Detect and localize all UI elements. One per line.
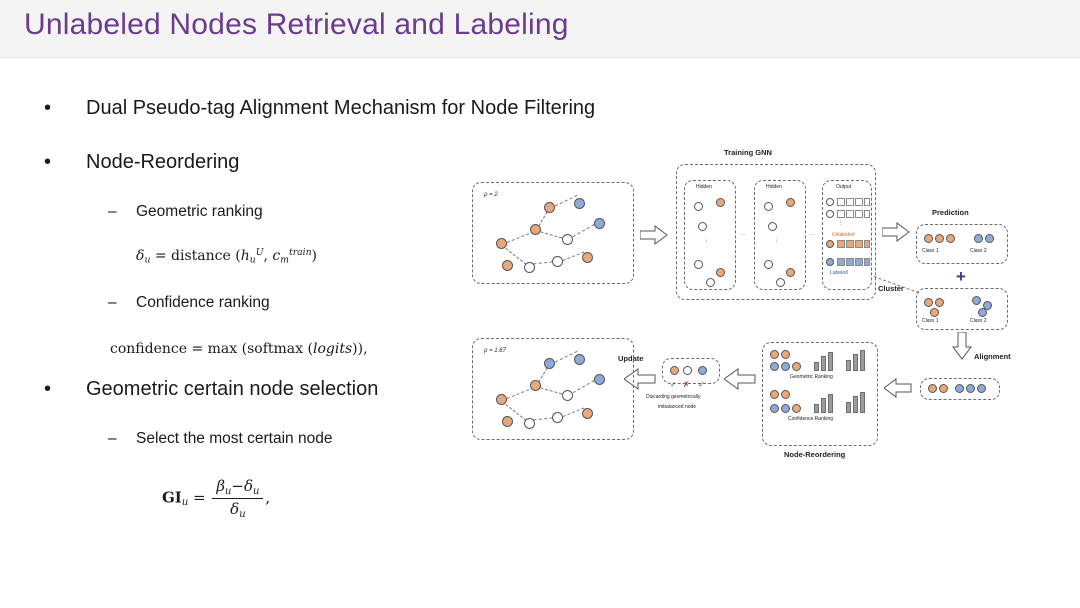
rank-bar bbox=[860, 392, 865, 413]
sub-bullet-text: Confidence ranking bbox=[136, 294, 270, 311]
figure-label-rho-top: ρ = 2 bbox=[484, 192, 498, 198]
bullet-marker: • bbox=[44, 151, 52, 173]
sub-bullet-confidence-ranking bbox=[108, 294, 270, 312]
figure-label-prediction-class-2: Class 2 bbox=[970, 248, 987, 254]
gnn-node bbox=[716, 268, 725, 277]
figure-label-labeled: Labeled bbox=[830, 270, 848, 276]
bullet-marker: • bbox=[44, 378, 52, 400]
rank-bar bbox=[821, 356, 826, 371]
output-cell bbox=[864, 258, 870, 266]
figure-label-confidence-ranking: Confidence Ranking bbox=[788, 416, 834, 422]
formula-equals: = bbox=[154, 248, 167, 265]
output-node bbox=[826, 258, 834, 266]
gnn-node bbox=[706, 278, 715, 287]
bullet-text: Dual Pseudo-tag Alignment Mechanism for Node Filtering bbox=[86, 97, 596, 119]
aligned-node bbox=[955, 384, 964, 393]
bullet-item-1 bbox=[44, 97, 596, 120]
bullet-text: Node-Reordering bbox=[86, 151, 240, 173]
output-cell bbox=[837, 210, 845, 218]
check-icon: ✓ bbox=[698, 380, 705, 389]
graph-node bbox=[594, 374, 605, 385]
reorder-node bbox=[792, 362, 801, 371]
output-cell bbox=[846, 240, 854, 248]
discard-node bbox=[698, 366, 707, 375]
discard-node bbox=[683, 366, 692, 375]
output-cell bbox=[855, 210, 863, 218]
rank-bar bbox=[821, 398, 826, 413]
figure-label-unlabeled: Unlabeled bbox=[832, 232, 855, 238]
figure-label-discarding-line-1: Discarding geometrically bbox=[646, 394, 701, 400]
graph-node bbox=[574, 198, 585, 209]
reorder-node bbox=[781, 390, 790, 399]
figure-label-output: Output bbox=[836, 184, 852, 190]
gnn-node bbox=[694, 202, 703, 211]
hidden-layer-2-box bbox=[754, 180, 806, 290]
graph-node bbox=[502, 416, 513, 427]
formula-function: distance bbox=[171, 248, 231, 265]
gnn-node bbox=[764, 260, 773, 269]
output-cell bbox=[837, 240, 845, 248]
figure-label-training-gnn: Training GNN bbox=[724, 148, 772, 157]
sub-bullet-text: Geometric ranking bbox=[136, 203, 263, 220]
formula-logits: logits bbox=[312, 341, 353, 357]
reorder-node bbox=[770, 404, 779, 413]
graph-node bbox=[562, 390, 573, 401]
rank-bar bbox=[828, 394, 833, 413]
graph-node bbox=[530, 380, 541, 391]
output-cell bbox=[846, 258, 854, 266]
graph-node bbox=[582, 252, 593, 263]
formula-arg1-sup: U bbox=[255, 247, 264, 258]
output-node bbox=[826, 198, 834, 206]
arrow-right-svg bbox=[882, 222, 910, 242]
figure-label-node-reordering: Node-Reordering bbox=[784, 450, 846, 459]
ellipsis-vertical-icon: ⋮ bbox=[774, 238, 779, 244]
graph-node bbox=[552, 256, 563, 267]
num-beta-sub: u bbox=[225, 485, 232, 497]
output-cell bbox=[855, 198, 863, 206]
sub-bullet-marker: – bbox=[108, 203, 117, 220]
graph-node bbox=[524, 262, 535, 273]
graph-node bbox=[594, 218, 605, 229]
graph-node bbox=[582, 408, 593, 419]
arrow-right-icon bbox=[640, 225, 668, 249]
num-minus: − bbox=[231, 477, 244, 495]
arrow-right-svg bbox=[640, 225, 668, 245]
num-beta: β bbox=[216, 477, 226, 495]
gnn-node bbox=[768, 222, 777, 231]
reorder-node bbox=[781, 404, 790, 413]
figure-label-cluster-class-1: Class 1 bbox=[922, 318, 939, 324]
gnn-node bbox=[786, 198, 795, 207]
graph-node bbox=[524, 418, 535, 429]
figure-label-cluster-class-2: Class 2 bbox=[970, 318, 987, 324]
sub-bullet-geometric-ranking bbox=[108, 203, 263, 221]
reorder-node bbox=[792, 404, 801, 413]
sub-bullet-marker: – bbox=[108, 294, 117, 311]
sub-bullet-marker: – bbox=[108, 430, 117, 447]
formula-arg1-base: h bbox=[240, 248, 250, 265]
formula-gi bbox=[162, 477, 270, 520]
formula-arg2-base: c bbox=[272, 248, 281, 265]
aligned-node bbox=[939, 384, 948, 393]
output-cell bbox=[855, 258, 863, 266]
formula-equals: = bbox=[191, 341, 204, 357]
rank-bar bbox=[853, 354, 858, 371]
prediction-node bbox=[985, 234, 994, 243]
rank-bar bbox=[860, 350, 865, 371]
reorder-node bbox=[781, 362, 790, 371]
formula-lhs-sub: u bbox=[181, 497, 189, 509]
rank-bar bbox=[853, 396, 858, 413]
fraction-numerator bbox=[212, 477, 263, 499]
rank-bar bbox=[828, 352, 833, 371]
figure-label-cluster: Cluster bbox=[878, 284, 904, 293]
sub-bullet-text: Select the most certain node bbox=[136, 430, 333, 447]
num-delta-sub: u bbox=[253, 485, 260, 497]
formula-trailing: , bbox=[363, 341, 368, 357]
gnn-node bbox=[716, 198, 725, 207]
plus-icon: + bbox=[956, 267, 966, 286]
formula-max: max bbox=[207, 341, 238, 357]
arrow-left-icon bbox=[724, 368, 756, 394]
graph-node bbox=[544, 202, 555, 213]
output-cell bbox=[864, 198, 870, 206]
hidden-layer-1-box bbox=[684, 180, 736, 290]
formula-trailing: , bbox=[265, 488, 271, 507]
bullet-item-3 bbox=[44, 378, 379, 401]
den-delta-sub: u bbox=[239, 508, 246, 520]
formula-lhs: GI bbox=[162, 488, 182, 507]
output-cell bbox=[846, 198, 854, 206]
formula-arg1-sub: u bbox=[249, 254, 256, 266]
figure-label-alignment: Alignment bbox=[974, 352, 1011, 361]
rank-bar bbox=[846, 360, 851, 371]
gnn-node bbox=[764, 202, 773, 211]
formula-lhs-sub: u bbox=[144, 254, 151, 266]
graph-node bbox=[552, 412, 563, 423]
graph-node bbox=[530, 224, 541, 235]
graph-node bbox=[502, 260, 513, 271]
cross-icon: ✗ bbox=[683, 380, 690, 389]
output-cell bbox=[855, 240, 863, 248]
gnn-node bbox=[694, 260, 703, 269]
output-cell bbox=[837, 258, 845, 266]
formula-comma: , bbox=[263, 248, 268, 265]
formula-equals: = bbox=[192, 488, 206, 507]
figure-label-discarding-line-2: imbalanced node bbox=[658, 404, 697, 410]
arrow-left-icon bbox=[884, 378, 912, 402]
ellipsis-horizontal-icon: ⋯ bbox=[740, 232, 745, 238]
arrow-down-svg bbox=[952, 332, 972, 360]
aligned-node bbox=[977, 384, 986, 393]
ellipsis-horizontal-icon: ⋯ bbox=[810, 232, 815, 238]
bullet-item-2 bbox=[44, 151, 240, 174]
formula-arg2-sub: m bbox=[280, 254, 289, 266]
figure-label-prediction: Prediction bbox=[932, 208, 969, 217]
output-cell bbox=[837, 198, 845, 206]
figure-label-rho-bottom: ρ = 1.67 bbox=[484, 348, 506, 354]
page-title: Unlabeled Nodes Retrieval and Labeling bbox=[24, 8, 569, 41]
prediction-node bbox=[974, 234, 983, 243]
formula-geometric-ranking: $\delta_u$ = distance ($h_u^U$, $c_m^{train}$) bbox=[136, 247, 318, 266]
output-cell bbox=[864, 240, 870, 248]
den-delta: δ bbox=[230, 499, 240, 518]
bullet-text: Geometric certain node selection bbox=[86, 378, 379, 400]
cluster-node bbox=[978, 308, 987, 317]
output-cell bbox=[846, 210, 854, 218]
graph-node bbox=[562, 234, 573, 245]
cluster-node bbox=[924, 298, 933, 307]
formula-lhs-symbol: δ bbox=[136, 248, 145, 265]
rank-bar bbox=[814, 404, 819, 413]
rank-bar bbox=[846, 402, 851, 413]
ellipsis-vertical-icon: ⋮ bbox=[838, 220, 843, 226]
formula-fraction bbox=[212, 477, 263, 520]
ellipsis-vertical-icon: ⋮ bbox=[704, 238, 709, 244]
graph-node bbox=[496, 394, 507, 405]
rank-bar bbox=[814, 362, 819, 371]
prediction-node bbox=[924, 234, 933, 243]
formula-lhs: confidence bbox=[110, 341, 188, 357]
prediction-box bbox=[916, 224, 1008, 264]
graph-node bbox=[544, 358, 555, 369]
gnn-node bbox=[786, 268, 795, 277]
aligned-node bbox=[928, 384, 937, 393]
reorder-node bbox=[770, 390, 779, 399]
gnn-node bbox=[776, 278, 785, 287]
arrow-right-icon bbox=[882, 222, 910, 246]
sub-bullet-select-node bbox=[108, 430, 333, 448]
pipeline-figure bbox=[466, 140, 1062, 470]
check-icon: ✓ bbox=[670, 380, 677, 389]
prediction-node bbox=[946, 234, 955, 243]
cluster-node bbox=[930, 308, 939, 317]
output-node bbox=[826, 240, 834, 248]
cluster-node bbox=[972, 296, 981, 305]
aligned-node bbox=[966, 384, 975, 393]
bullet-marker: • bbox=[44, 97, 52, 119]
num-delta: δ bbox=[243, 477, 253, 495]
graph-node bbox=[496, 238, 507, 249]
cluster-node bbox=[935, 298, 944, 307]
figure-label-hidden-2: Hidden bbox=[766, 184, 782, 190]
formula-softmax: softmax bbox=[247, 341, 304, 357]
fraction-denominator bbox=[212, 499, 263, 520]
discard-node bbox=[670, 366, 679, 375]
reorder-node bbox=[770, 350, 779, 359]
figure-label-geometric-ranking: Geometric Ranking bbox=[790, 374, 833, 380]
reorder-node bbox=[781, 350, 790, 359]
gnn-node bbox=[698, 222, 707, 231]
output-cell bbox=[864, 210, 870, 218]
formula-arg2-sup: train bbox=[289, 247, 312, 258]
prediction-node bbox=[935, 234, 944, 243]
formula-confidence: confidence = max (softmax (logits)), bbox=[110, 341, 368, 357]
graph-node bbox=[574, 354, 585, 365]
figure-label-prediction-class-1: Class 1 bbox=[922, 248, 939, 254]
figure-label-hidden-1: Hidden bbox=[696, 184, 712, 190]
arrow-left-svg bbox=[884, 378, 912, 398]
arrow-left-svg bbox=[724, 368, 756, 390]
arrow-down-icon bbox=[952, 332, 972, 364]
output-node bbox=[826, 210, 834, 218]
reorder-node bbox=[770, 362, 779, 371]
figure-label-update: Update bbox=[618, 354, 644, 363]
